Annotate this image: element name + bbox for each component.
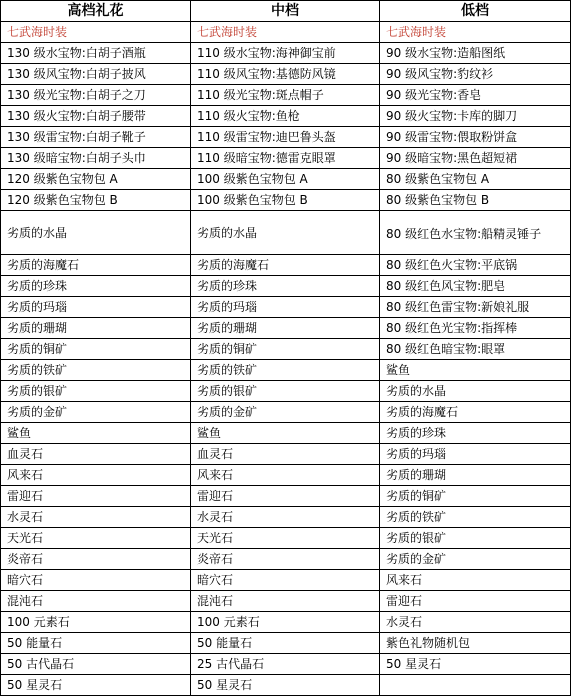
table-cell: 130 级雷宝物:白胡子靴子 xyxy=(1,127,191,148)
table-row xyxy=(1,675,571,696)
table-cell: 劣质的铁矿 xyxy=(380,507,571,528)
table-cell: 七武海时装 xyxy=(191,22,380,43)
table-row xyxy=(1,148,571,169)
table-cell: 风来石 xyxy=(380,570,571,591)
table-cell: 劣质的银矿 xyxy=(191,381,380,402)
table-cell: 80 级红色火宝物:平底锅 xyxy=(380,255,571,276)
table-cell: 雷迎石 xyxy=(380,591,571,612)
table-cell: 劣质的珍珠 xyxy=(1,276,191,297)
table-cell: 劣质的水晶 xyxy=(380,381,571,402)
table-cell: 25 古代晶石 xyxy=(191,654,380,675)
table-cell: 50 古代晶石 xyxy=(1,654,191,675)
table-row xyxy=(1,633,571,654)
table-cell: 血灵石 xyxy=(191,444,380,465)
table-cell: 炎帝石 xyxy=(1,549,191,570)
table-cell: 天光石 xyxy=(1,528,191,549)
table-cell: 劣质的铜矿 xyxy=(191,339,380,360)
table-row xyxy=(1,528,571,549)
table-row xyxy=(1,507,571,528)
table-row xyxy=(1,444,571,465)
table-cell: 90 级暗宝物:黑色超短裙 xyxy=(380,148,571,169)
table-row xyxy=(1,423,571,444)
table-cell: 劣质的铜矿 xyxy=(380,486,571,507)
table-cell: 混沌石 xyxy=(191,591,380,612)
table-cell: 110 级暗宝物:德雷克眼罩 xyxy=(191,148,380,169)
table-cell: 80 级红色暗宝物:眼罩 xyxy=(380,339,571,360)
table-cell: 劣质的玛瑙 xyxy=(1,297,191,318)
table-cell: 七武海时装 xyxy=(1,22,191,43)
table-cell: 劣质的珍珠 xyxy=(191,276,380,297)
table-row xyxy=(1,591,571,612)
table-cell: 100 级紫色宝物包 B xyxy=(191,190,380,211)
table-cell: 80 级红色风宝物:肥皂 xyxy=(380,276,571,297)
table-cell: 劣质的珍珠 xyxy=(380,423,571,444)
table-cell: 130 级光宝物:白胡子之刀 xyxy=(1,85,191,106)
table-row xyxy=(1,654,571,675)
table-body xyxy=(1,22,571,696)
table-cell: 水灵石 xyxy=(191,507,380,528)
table-cell: 七武海时装 xyxy=(380,22,571,43)
table-cell: 劣质的海魔石 xyxy=(1,255,191,276)
table-row xyxy=(1,612,571,633)
table-cell: 110 级雷宝物:迪巴鲁头盔 xyxy=(191,127,380,148)
table-row xyxy=(1,85,571,106)
table-cell: 80 级紫色宝物包 B xyxy=(380,190,571,211)
table-cell: 劣质的铜矿 xyxy=(1,339,191,360)
header-low-tier: 低档 xyxy=(380,1,571,22)
table-cell: 劣质的玛瑙 xyxy=(380,444,571,465)
table-cell: 劣质的金矿 xyxy=(191,402,380,423)
table-cell: 50 能量石 xyxy=(1,633,191,654)
table-cell: 50 星灵石 xyxy=(380,654,571,675)
header-high-tier: 高档礼花 xyxy=(1,1,191,22)
table-cell: 110 级风宝物:基德防风镜 xyxy=(191,64,380,85)
table-cell: 鲨鱼 xyxy=(1,423,191,444)
table-cell: 90 级光宝物:香皂 xyxy=(380,85,571,106)
table-cell xyxy=(380,675,571,696)
table-cell: 风来石 xyxy=(1,465,191,486)
table-cell: 130 级火宝物:白胡子腰带 xyxy=(1,106,191,127)
table-cell: 120 级紫色宝物包 A xyxy=(1,169,191,190)
table-row xyxy=(1,297,571,318)
table-cell: 鲨鱼 xyxy=(380,360,571,381)
table-cell: 暗穴石 xyxy=(191,570,380,591)
table-cell: 50 能量石 xyxy=(191,633,380,654)
table-cell: 暗穴石 xyxy=(1,570,191,591)
table-row xyxy=(1,360,571,381)
table-cell: 炎帝石 xyxy=(191,549,380,570)
table-row xyxy=(1,381,571,402)
table-cell: 90 级水宝物:造船图纸 xyxy=(380,43,571,64)
table-cell: 90 级火宝物:卡库的脚刀 xyxy=(380,106,571,127)
table-cell: 100 元素石 xyxy=(191,612,380,633)
table-row xyxy=(1,127,571,148)
table-cell: 90 级风宝物:豹纹衫 xyxy=(380,64,571,85)
table-cell: 80 级紫色宝物包 A xyxy=(380,169,571,190)
table-cell: 劣质的银矿 xyxy=(380,528,571,549)
table-row xyxy=(1,549,571,570)
table-cell: 110 级水宝物:海神御宝前 xyxy=(191,43,380,64)
table-cell: 劣质的金矿 xyxy=(1,402,191,423)
table-row xyxy=(1,318,571,339)
table-cell: 110 级火宝物:鱼枪 xyxy=(191,106,380,127)
table-cell: 90 级雷宝物:偎取粉饼盒 xyxy=(380,127,571,148)
table-cell: 劣质的珊瑚 xyxy=(1,318,191,339)
table-cell: 劣质的铁矿 xyxy=(191,360,380,381)
table-cell: 血灵石 xyxy=(1,444,191,465)
table-cell: 120 级紫色宝物包 B xyxy=(1,190,191,211)
table-row xyxy=(1,22,571,43)
table-row xyxy=(1,339,571,360)
table-cell: 劣质的珊瑚 xyxy=(380,465,571,486)
table-row xyxy=(1,64,571,85)
table-row xyxy=(1,190,571,211)
table-cell: 50 星灵石 xyxy=(191,675,380,696)
table-cell: 水灵石 xyxy=(1,507,191,528)
table-cell: 劣质的水晶 xyxy=(191,211,380,255)
table-cell: 劣质的银矿 xyxy=(1,381,191,402)
header-mid-tier: 中档 xyxy=(191,1,380,22)
table-cell: 雷迎石 xyxy=(1,486,191,507)
table-cell: 100 元素石 xyxy=(1,612,191,633)
table-cell: 天光石 xyxy=(191,528,380,549)
table-cell: 劣质的海魔石 xyxy=(380,402,571,423)
table-row xyxy=(1,486,571,507)
table-cell: 130 级暗宝物:白胡子头巾 xyxy=(1,148,191,169)
table-cell: 劣质的珊瑚 xyxy=(191,318,380,339)
table-cell: 100 级紫色宝物包 A xyxy=(191,169,380,190)
table-row xyxy=(1,402,571,423)
table-row xyxy=(1,465,571,486)
table-row xyxy=(1,211,571,255)
table-cell: 劣质的水晶 xyxy=(1,211,191,255)
table-row xyxy=(1,255,571,276)
table-cell: 劣质的铁矿 xyxy=(1,360,191,381)
table-row xyxy=(1,106,571,127)
table-row xyxy=(1,43,571,64)
table-cell: 80 级红色光宝物:指挥棒 xyxy=(380,318,571,339)
table-cell: 130 级水宝物:白胡子酒瓶 xyxy=(1,43,191,64)
table-cell: 水灵石 xyxy=(380,612,571,633)
table-row xyxy=(1,276,571,297)
table-cell: 劣质的玛瑙 xyxy=(191,297,380,318)
table-cell: 80 级红色水宝物:船精灵锤子 xyxy=(380,211,571,255)
table-cell: 鲨鱼 xyxy=(191,423,380,444)
table-cell: 紫色礼物随机包 xyxy=(380,633,571,654)
table-cell: 劣质的海魔石 xyxy=(191,255,380,276)
table-cell: 劣质的金矿 xyxy=(380,549,571,570)
table-row xyxy=(1,570,571,591)
table-cell: 80 级红色雷宝物:新娘礼服 xyxy=(380,297,571,318)
table-cell: 130 级风宝物:白胡子披风 xyxy=(1,64,191,85)
table-cell: 110 级光宝物:斑点帽子 xyxy=(191,85,380,106)
table-cell: 混沌石 xyxy=(1,591,191,612)
header-row xyxy=(1,1,571,22)
table-cell: 雷迎石 xyxy=(191,486,380,507)
table-cell: 风来石 xyxy=(191,465,380,486)
table-row xyxy=(1,169,571,190)
table-cell: 50 星灵石 xyxy=(1,675,191,696)
